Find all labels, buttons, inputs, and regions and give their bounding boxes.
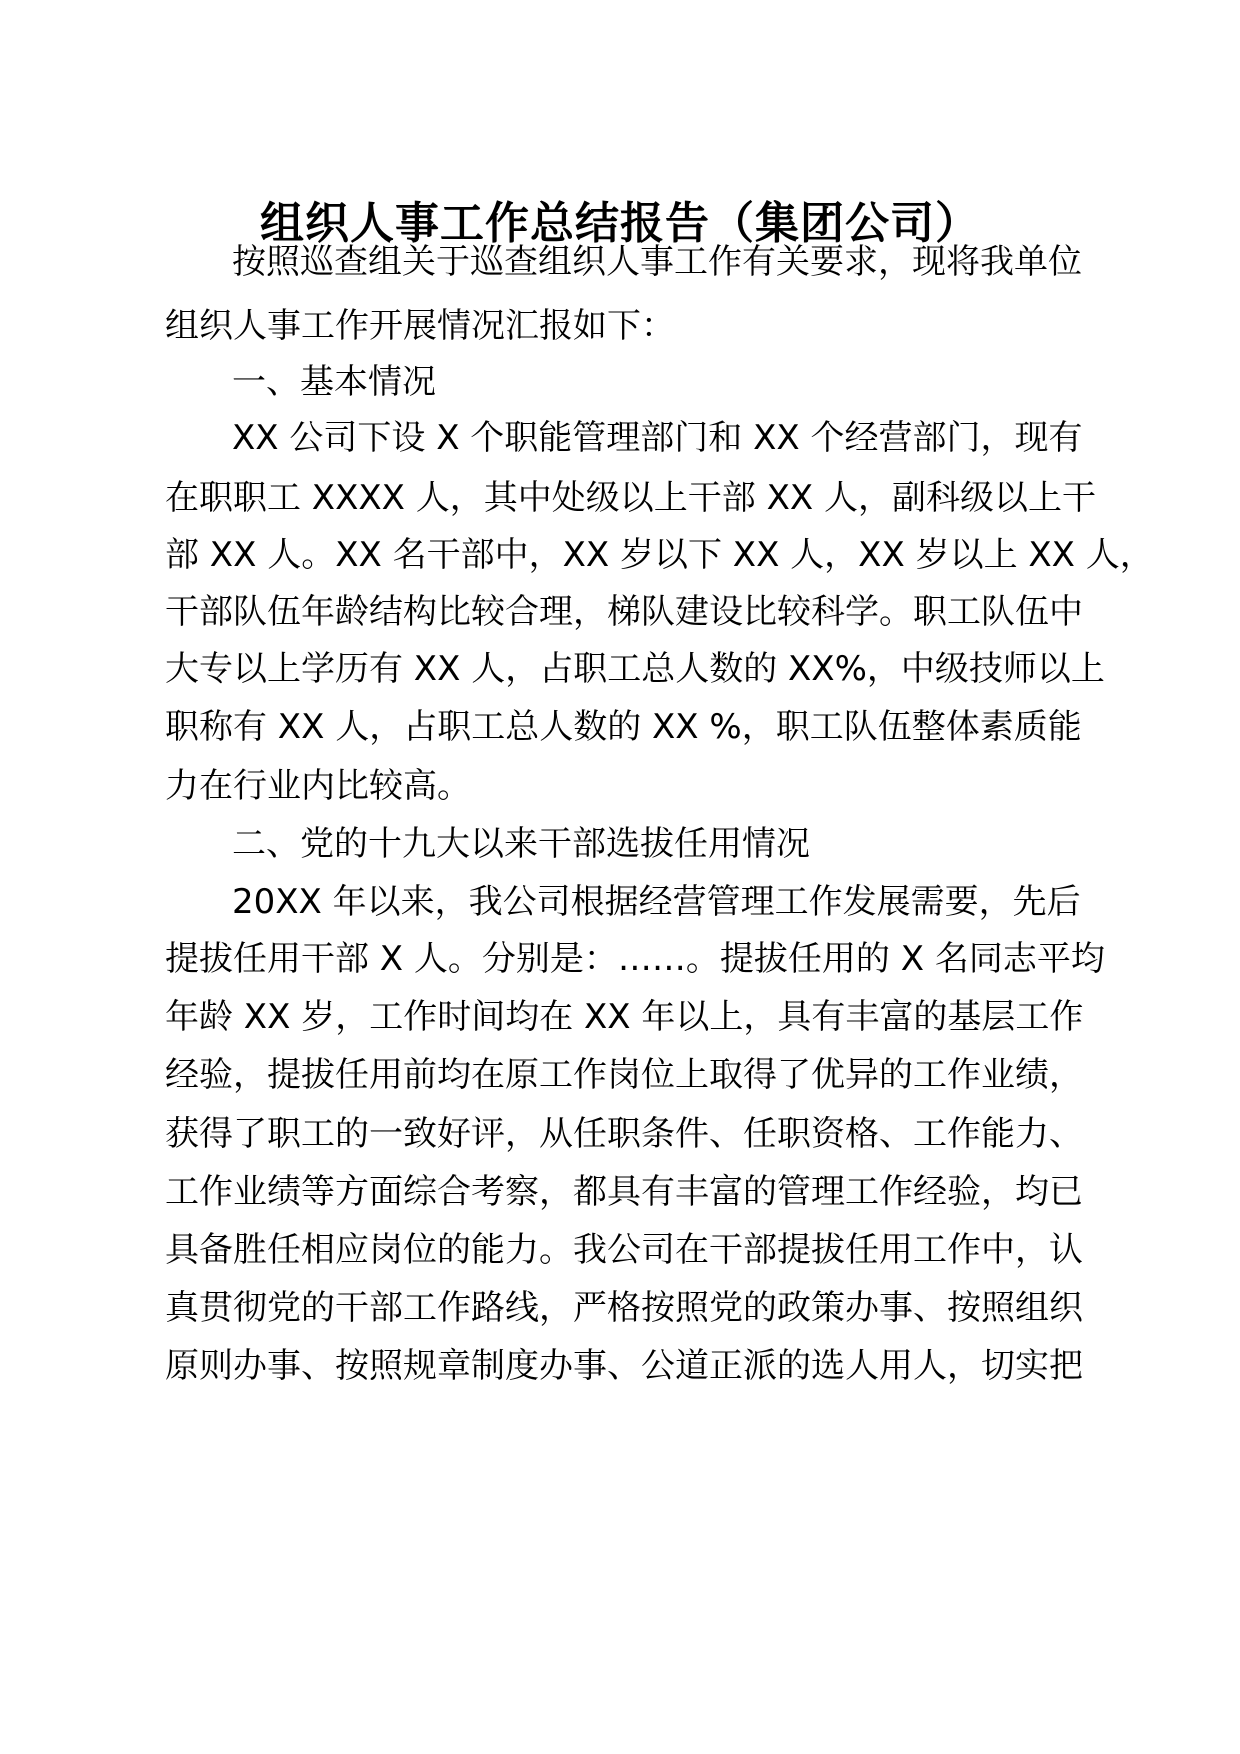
document-title: 组织人事工作总结报告（集团公司） (260, 198, 980, 249)
paragraph-selection-line: 具备胜任相应岗位的能力。我公司在干部提拔任用工作中，认 (165, 1230, 1083, 1270)
paragraph-selection-line: 真贯彻党的干部工作路线，严格按照党的政策办事、按照组织 (165, 1288, 1083, 1328)
paragraph-selection-line: 经验，提拔任用前均在原工作岗位上取得了优异的工作业绩， (165, 1055, 1083, 1095)
paragraph-selection-line: 工作业绩等方面综合考察，都具有丰富的管理工作经验，均已 (165, 1172, 1083, 1212)
paragraph-basic-line: XX 公司下设 X 个职能管理部门和 XX 个经营部门，现有 (232, 418, 1083, 458)
paragraph-selection-line: 年龄 XX 岁，工作时间均在 XX 年以上，具有丰富的基层工作 (165, 997, 1084, 1037)
paragraph-basic-line: 在职职工 XXXX 人，其中处级以上干部 XX 人，副科级以上干 (165, 478, 1096, 518)
section-heading-basic: 一、基本情况 (232, 362, 436, 402)
paragraph-basic-line: 职称有 XX 人，占职工总人数的 XX %，职工队伍整体素质能 (165, 707, 1082, 747)
paragraph-selection-line: 原则办事、按照规章制度办事、公道正派的选人用人，切实把 (165, 1346, 1083, 1386)
paragraph-selection-line: 提拔任用干部 X 人。分别是：……。提拔任用的 X 名同志平均 (165, 939, 1105, 979)
paragraph-selection-line: 获得了职工的一致好评，从任职条件、任职资格、工作能力、 (165, 1114, 1083, 1154)
paragraph-basic-line: 干部队伍年龄结构比较合理，梯队建设比较科学。职工队伍中 (165, 592, 1083, 632)
paragraph-intro-line: 按照巡查组关于巡查组织人事工作有关要求，现将我单位 (232, 242, 1082, 282)
paragraph-basic-line: 力在行业内比较高。 (165, 766, 471, 806)
paragraph-basic-line: 大专以上学历有 XX 人，占职工总人数的 XX%，中级技师以上 (165, 649, 1105, 689)
paragraph-selection-line: 20XX 年以来，我公司根据经营管理工作发展需要，先后 (232, 882, 1081, 922)
paragraph-basic-line: 部 XX 人。XX 名干部中，XX 岁以下 XX 人，XX 岁以上 XX 人， (165, 535, 1154, 575)
paragraph-intro-line: 组织人事工作开展情况汇报如下： (165, 306, 675, 346)
section-heading-selection: 二、党的十九大以来干部选拔任用情况 (232, 824, 810, 864)
